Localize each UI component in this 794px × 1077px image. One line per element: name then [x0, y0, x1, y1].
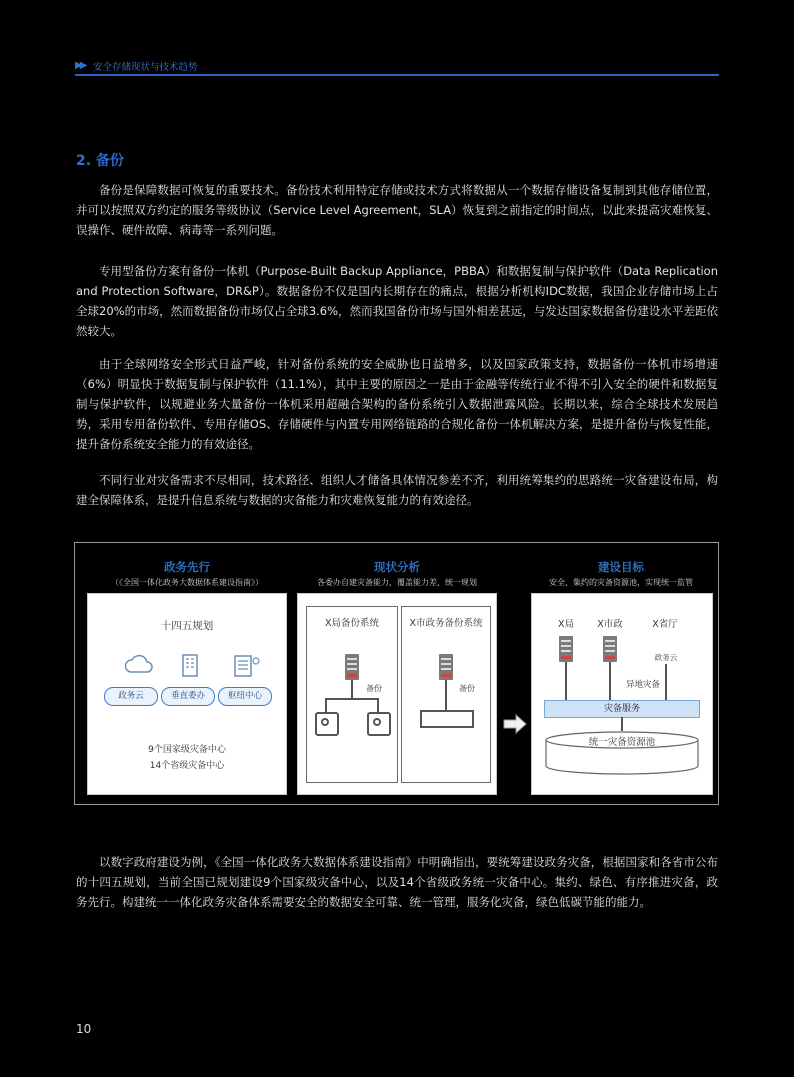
- running-header: [75, 56, 719, 76]
- node-x-city: X市政: [597, 619, 623, 630]
- pill-gov-cloud: 政务云: [104, 687, 158, 706]
- double-arrow-icon: ▶▶: [75, 60, 85, 71]
- storage-array-icon: [420, 710, 474, 728]
- connector-line: [565, 662, 567, 700]
- col2-panel: [297, 593, 497, 795]
- section-title: 2. 备份: [76, 153, 124, 169]
- connector-line: [351, 680, 353, 698]
- paragraph-2: 专用型备份方案有备份一体机（Purpose-Built Backup Appliance，PBBA）和数据复制与保护软件（Data Replication and Protection Software，DR&P）。数据备份不仅是国内长期存在的痛点，根据分析机构IDC数据，我国企业存储市场上占全球20%的市场，然而数据备份市场仅占全球3.6%，然而我国备份市场与国外相差甚远，与发达国家数据备份建设水平差距依然较大。: [76, 264, 718, 338]
- node-x-bureau: X局: [557, 619, 574, 630]
- building-icon: [180, 652, 200, 678]
- col3-panel: [531, 593, 713, 795]
- disk-icon: [315, 712, 339, 736]
- data-center-icon: [232, 652, 262, 678]
- connector-line: [325, 698, 327, 712]
- connector-line: [377, 698, 379, 712]
- cloud-icon: [124, 652, 154, 678]
- col1-subtitle: （《全国一体化政务大数据体系建设指南》）: [111, 578, 263, 587]
- paragraph-after-figure: 以数字政府建设为例，《全国一体化政务大数据体系建设指南》中明确指出，要统筹建设政务灾备，根据国家和各省市公布的十四五规划，当前全国已规划建设9个国家级灾备中心，以及14个省级政务统一灾备中心。集约、绿色、有序推进灾备，政务先行。构建统一一体化政务灾备体系需要安全的数据安全可靠、统一管理，服务化灾备，绿色低碳节能的能力。: [76, 855, 718, 909]
- server-icon: [603, 636, 617, 662]
- server-icon: [559, 636, 573, 662]
- col1-line1: 9个国家级灾备中心: [148, 745, 226, 755]
- col1-line2: 14个省级灾备中心: [149, 761, 225, 771]
- server-icon: [439, 654, 453, 680]
- col2-box2: [401, 606, 491, 783]
- col1-title: 政务先行: [164, 560, 210, 574]
- resource-pool-label: 统一灾备资源池: [588, 737, 656, 748]
- page-number: 10: [76, 1022, 92, 1036]
- header-title: 安全存储现状与技术趋势: [93, 62, 198, 73]
- col2-box2-label: X市政务备份系统: [409, 618, 483, 629]
- connector-line: [445, 680, 447, 710]
- paragraph-3: 由于全球网络安全形式日益严峻，针对备份系统的安全威胁也日益增多，以及国家政策支持，数据备份一体机市场增速（6%）明显快于数据复制与保护软件（11.1%），其中主要的原因之一是由于金融等传统行业不得不引入安全的硬件和数据复制与保护软件，以规避业务大量备份一体机采用超融合架构的备份系统引入数据泄露风险。长期以来，综合全球技术发展趋势，采用专用备份软件、专用存储OS、存储硬件与内置专用网络链路的合规化备份一体机解决方案，是提升备份与恢复性能，提升备份系统安全能力的有效途径。: [76, 357, 718, 451]
- backup-architecture-figure: [74, 542, 719, 805]
- col2-box1-label: X局备份系统: [324, 618, 379, 629]
- backup-label: 备份: [366, 684, 382, 693]
- connector-line: [325, 698, 379, 700]
- server-icon: [345, 654, 359, 680]
- col3-title: 建设目标: [598, 560, 644, 574]
- remote-dr-label: 异地灾备: [625, 680, 660, 690]
- arrow-right-icon: [502, 713, 528, 735]
- col3-subtitle: 安全、集约的灾备资源池，实现统一监管: [549, 578, 693, 587]
- pill-hub-center: 枢纽中心: [218, 687, 272, 706]
- col1-heading: 十四五规划: [160, 620, 214, 632]
- backup-label: 备份: [459, 684, 475, 693]
- col2-subtitle: 各委办自建灾备能力，覆盖能力差，统一规划: [317, 578, 477, 587]
- col1-panel: [87, 593, 287, 795]
- node-x-province: X省厅: [652, 619, 678, 630]
- connector-line: [609, 662, 611, 700]
- col2-title: 现状分析: [374, 560, 420, 574]
- paragraph-1: 备份是保障数据可恢复的重要技术。备份技术利用特定存储或技术方式将数据从一个数据存储设备复制到其他存储位置，并可以按照双方约定的服务等级协议（Service Level Agreement，SLA）恢复到之前指定的时间点，以此来提高灾难恢复、误操作、硬件故障、病毒等一系列问题。: [76, 183, 718, 237]
- col2-box1: [306, 606, 398, 783]
- dr-service-bar: 灾备服务: [544, 700, 700, 718]
- gov-cloud-label: 政务云: [654, 653, 678, 662]
- pill-vertical-office: 垂直委办: [161, 687, 215, 706]
- header-rule: [75, 74, 719, 76]
- connector-line: [621, 717, 623, 731]
- disk-icon: [367, 712, 391, 736]
- paragraph-4: 不同行业对灾备需求不尽相同，技术路径、组织人才储备具体情况参差不齐，利用统筹集约的思路统一灾备建设布局，构建全保障体系，是提升信息系统与数据的灾备能力和灾难恢复能力的有效途径。: [76, 473, 718, 507]
